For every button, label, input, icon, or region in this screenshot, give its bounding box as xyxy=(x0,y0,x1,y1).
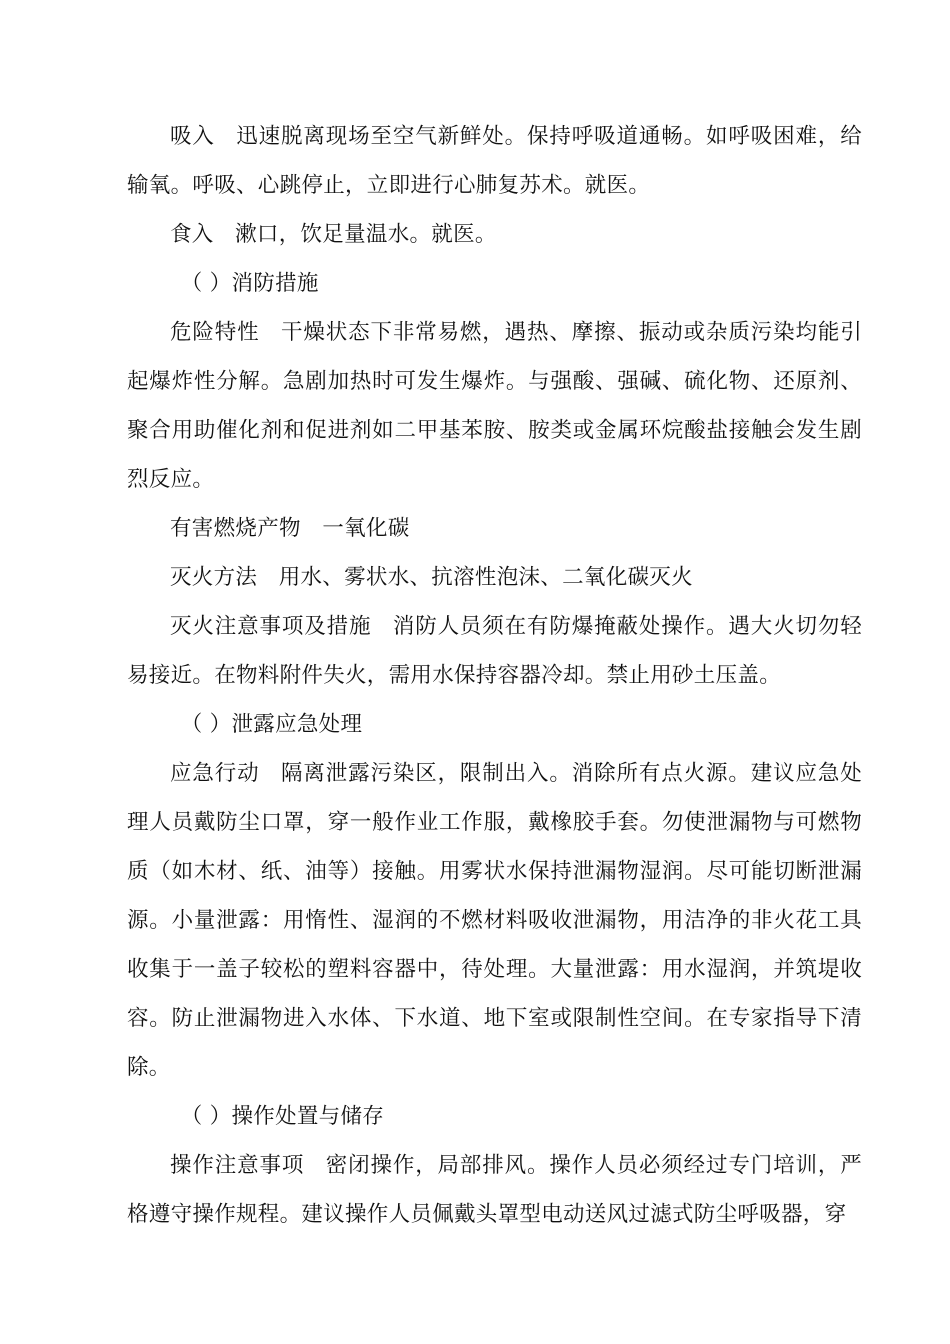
label-extinguish: 灭火方法 xyxy=(170,565,258,590)
label-hazard: 危险特性 xyxy=(170,320,260,345)
label-combustion: 有害燃烧产物 xyxy=(170,516,301,541)
text-inhalation: 迅速脱离现场至空气新鲜处。保持呼吸道通畅。如呼吸困难，给输氧。呼吸、心跳停止，立即进行心肺复苏术。就医。 xyxy=(127,124,863,198)
paragraph-hazard xyxy=(127,308,862,504)
label-ingestion: 食入 xyxy=(170,222,214,247)
text-combustion: 一氧化碳 xyxy=(322,516,410,541)
label-operation: 操作注意事项 xyxy=(170,1153,305,1178)
paragraph-emergency xyxy=(127,749,862,1092)
text-extinguish: 用水、雾状水、抗溶性泡沫、二氧化碳灭火 xyxy=(278,565,693,590)
paragraph-extinguish xyxy=(127,553,862,602)
text-emergency: 隔离泄露污染区，限制出入。消除所有点火源。建议应急处理人员戴防尘口罩，穿一般作业工作服，戴橡胶手套。勿使泄漏物与可燃物质（如木材、纸、油等）接触。用雾状水保持泄漏物湿润。尽可能切断泄漏源。小量泄露：用惰性、湿润的不燃材料吸收泄漏物，用洁净的非火花工具收集于一盖子较松的塑料容器中，待处理。大量泄露：用水湿润，并筑堤收容。防止泄漏物进入水体、下水道、地下室或限制性空间。在专家指导下清除。 xyxy=(127,761,862,1080)
section-heading-handling: （ ）操作处置与储存 xyxy=(180,1104,385,1129)
document-body xyxy=(127,112,862,1239)
section-heading-fire: （ ）消防措施 xyxy=(180,271,319,296)
text-hazard: 干燥状态下非常易燃，遇热、摩擦、振动或杂质污染均能引起爆炸性分解。急剧加热时可发生爆炸。与强酸、强碱、硫化物、还原剂、聚合用助催化剂和促进剂如二甲基苯胺、胺类或金属环烷酸盐接触会发生剧烈反应。 xyxy=(127,320,862,492)
paragraph-precautions xyxy=(127,602,862,700)
label-emergency: 应急行动 xyxy=(170,761,260,786)
text-operation: 密闭操作，局部排风。操作人员必须经过专门培训，严格遵守操作规程。建议操作人员佩戴头罩型电动送风过滤式防尘呼吸器，穿 xyxy=(127,1153,862,1227)
paragraph-operation xyxy=(127,1141,862,1239)
label-precautions: 灭火注意事项及措施 xyxy=(170,614,372,639)
label-inhalation: 吸入 xyxy=(170,124,215,149)
text-ingestion: 漱口，饮足量温水。就医。 xyxy=(235,222,497,247)
paragraph-inhalation xyxy=(127,112,862,210)
paragraph-ingestion xyxy=(127,210,862,259)
paragraph-combustion xyxy=(127,504,862,553)
section-heading-leak: （ ）泄露应急处理 xyxy=(180,712,363,737)
text-precautions: 消防人员须在有防爆掩蔽处操作。遇大火切勿轻易接近。在物料附件失火，需用水保持容器冷却。禁止用砂土压盖。 xyxy=(127,614,862,688)
